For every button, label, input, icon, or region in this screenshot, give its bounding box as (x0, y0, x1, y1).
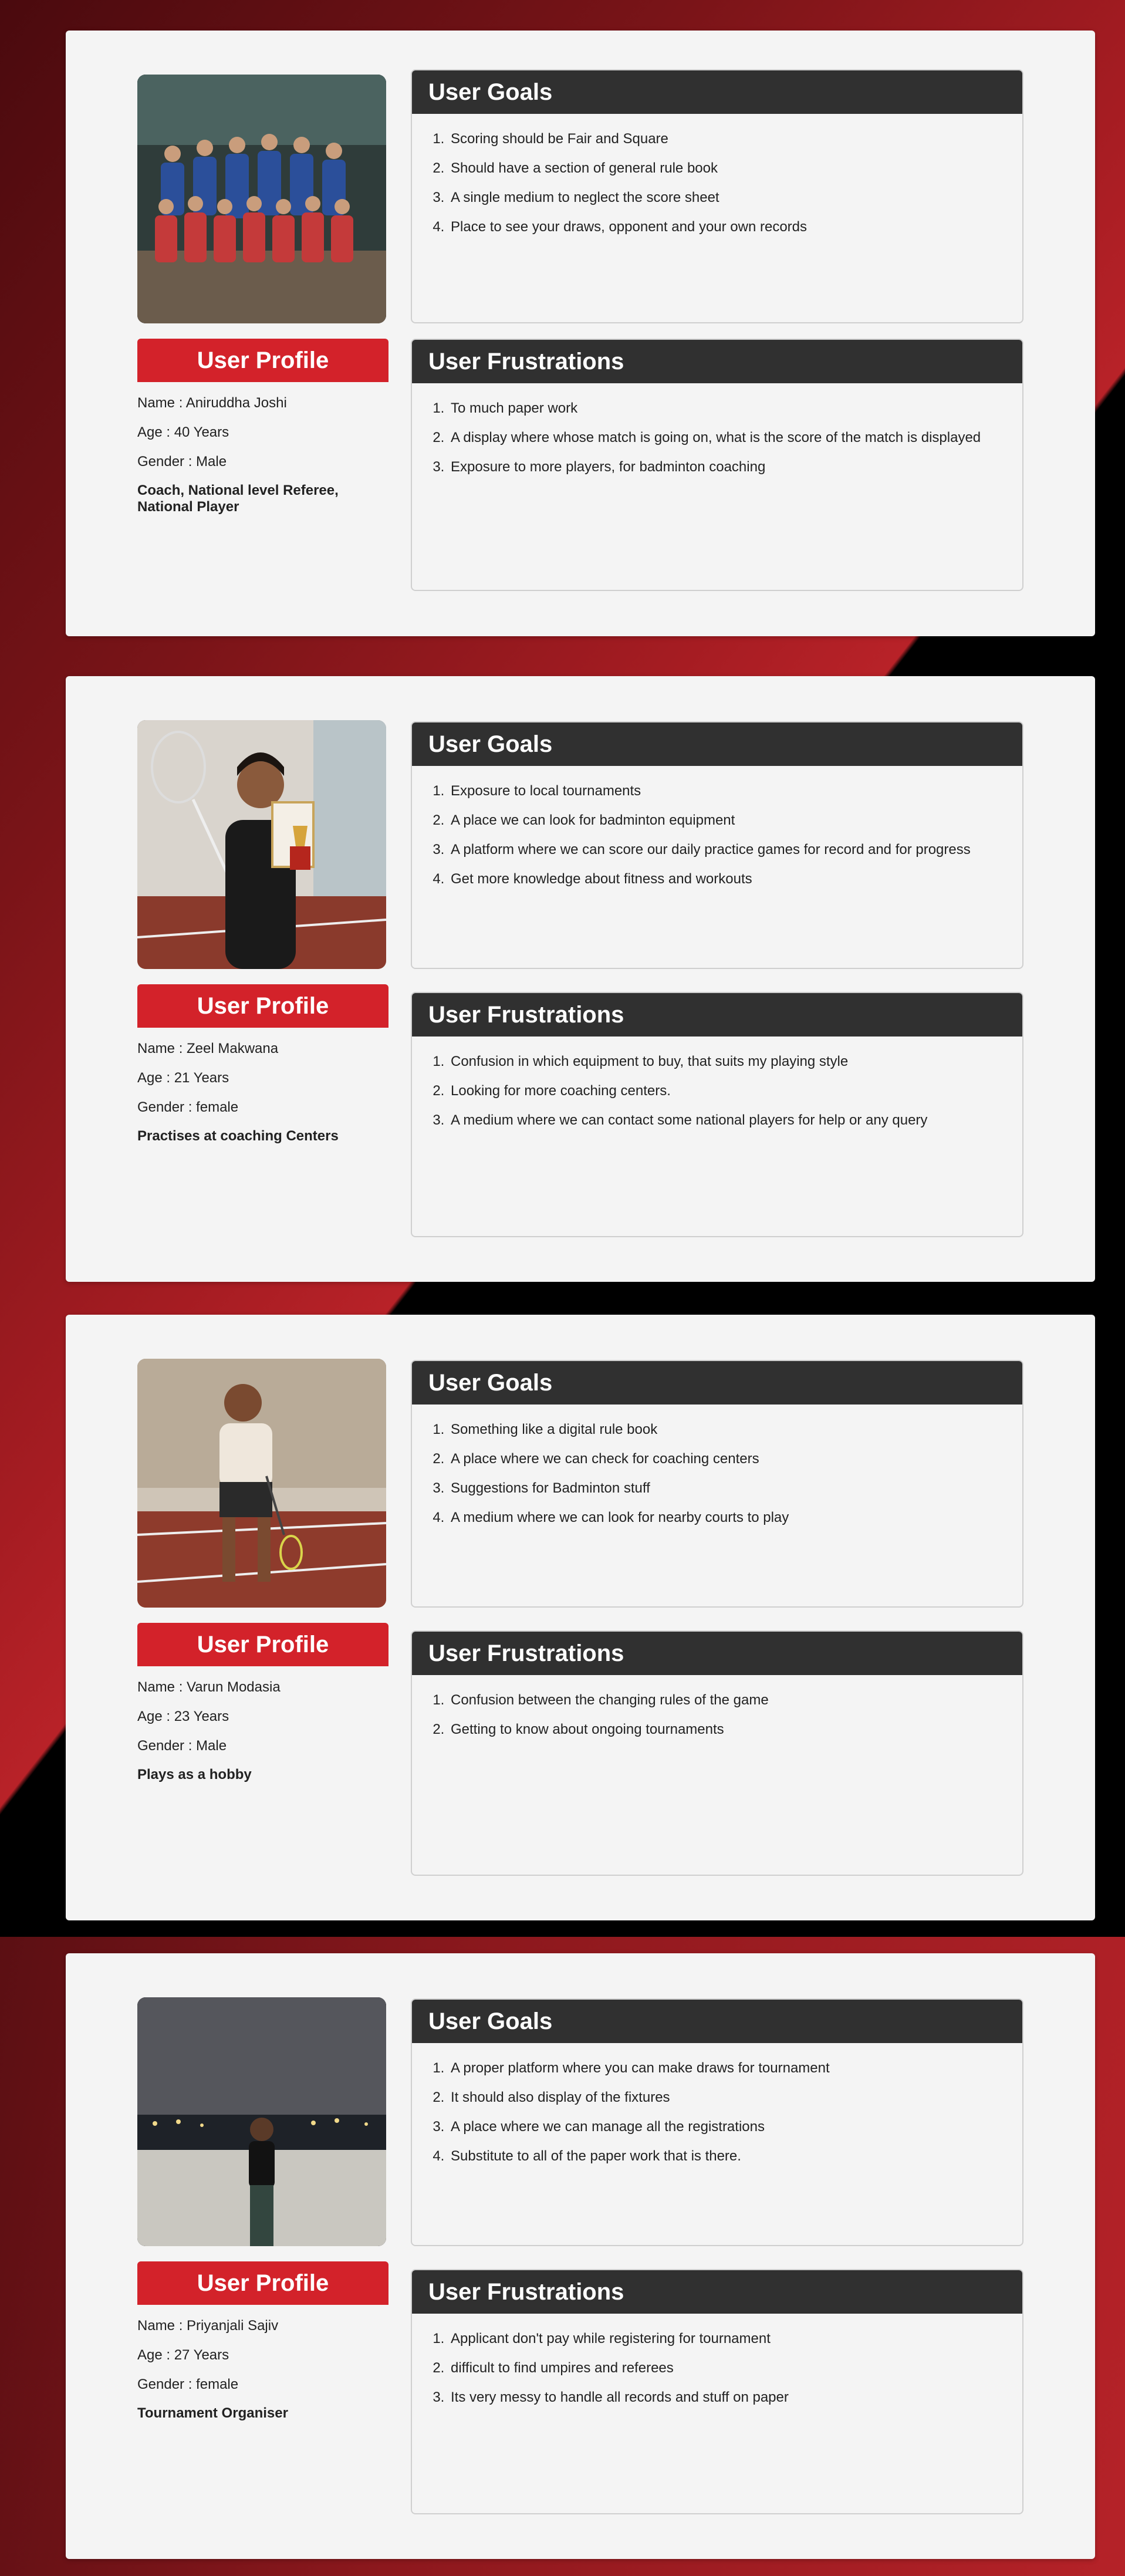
persona-photo (137, 1359, 386, 1608)
persona-card-4 (66, 1953, 1095, 2559)
list-item: 2. A place where we can check for coaching centers (448, 1450, 1022, 1468)
profile-name: Name : Varun Modasia (137, 1679, 281, 1695)
user-frustrations-panel (411, 2269, 1023, 2514)
list-item: 4. Get more knowledge about fitness and workouts (448, 870, 1022, 888)
user-goals-heading: User Goals (412, 70, 1022, 114)
user-goals-panel (411, 721, 1023, 969)
profile-gender: Gender : female (137, 2376, 239, 2392)
list-item: 3. A platform where we can score our daily practice games for record and for progress (448, 841, 1022, 859)
user-frustrations-heading: User Frustrations (412, 993, 1022, 1037)
profile-gender: Gender : Male (137, 454, 227, 470)
profile-gender: Gender : Male (137, 1738, 227, 1754)
profile-age: Age : 27 Years (137, 2347, 229, 2363)
user-profile-heading: User Profile (137, 2261, 388, 2305)
list-item: 1. To much paper work (448, 400, 1022, 417)
profile-age: Age : 21 Years (137, 1070, 229, 1086)
goals-list (412, 782, 1022, 888)
frustrations-list (412, 1692, 1022, 1738)
user-frustrations-panel (411, 1630, 1023, 1876)
user-goals-heading: User Goals (412, 723, 1022, 766)
profile-name: Name : Priyanjali Sajiv (137, 2318, 279, 2334)
frustrations-list (412, 400, 1022, 476)
user-frustrations-panel (411, 339, 1023, 591)
list-item: 2. Getting to know about ongoing tournaments (448, 1721, 1022, 1738)
user-goals-panel (411, 69, 1023, 323)
list-item: 1. Something like a digital rule book (448, 1421, 1022, 1439)
frustrations-list (412, 2330, 1022, 2406)
list-item: 4. A medium where we can look for nearby courts to play (448, 1509, 1022, 1527)
list-item: 3. Its very messy to handle all records and stuff on paper (448, 2389, 1022, 2406)
goals-list (412, 2060, 1022, 2165)
goals-list (412, 130, 1022, 236)
profile-role: Plays as a hobby (137, 1767, 252, 1782)
list-item: 2. A display where whose match is going on, what is the score of the match is displayed (448, 429, 1022, 447)
user-goals-heading: User Goals (412, 2000, 1022, 2043)
persona-photo (137, 75, 386, 323)
profile-info (137, 1679, 396, 1783)
list-item: 2. Looking for more coaching centers. (448, 1082, 1022, 1100)
user-frustrations-heading: User Frustrations (412, 2270, 1022, 2314)
profile-role: Tournament Organiser (137, 2405, 288, 2421)
list-item: 1. Confusion between the changing rules of the game (448, 1692, 1022, 1709)
profile-info (137, 2317, 396, 2422)
profile-age: Age : 23 Years (137, 1709, 229, 1724)
list-item: 1. A proper platform where you can make draws for tournament (448, 2060, 1022, 2077)
trophy-photo-icon (137, 720, 386, 969)
frustrations-list (412, 1053, 1022, 1129)
list-item: 1. Applicant don't pay while registering for tournament (448, 2330, 1022, 2348)
persona-photo (137, 720, 386, 969)
profile-gender: Gender : female (137, 1099, 239, 1115)
user-frustrations-heading: User Frustrations (412, 340, 1022, 383)
user-goals-panel (411, 1360, 1023, 1608)
list-item: 1. Scoring should be Fair and Square (448, 130, 1022, 148)
list-item: 4. Place to see your draws, opponent and your own records (448, 218, 1022, 236)
user-goals-panel (411, 1998, 1023, 2246)
persona-photo (137, 1997, 386, 2246)
list-item: 1. Exposure to local tournaments (448, 782, 1022, 800)
user-goals-heading: User Goals (412, 1361, 1022, 1405)
persona-card-1 (66, 31, 1095, 636)
profile-role: Practises at coaching Centers (137, 1128, 339, 1144)
persona-card-3 (66, 1315, 1095, 1920)
list-item: 3. A medium where we can contact some national players for help or any query (448, 1112, 1022, 1129)
list-item: 3. A single medium to neglect the score sheet (448, 189, 1022, 207)
user-frustrations-panel (411, 992, 1023, 1237)
list-item: 2. It should also display of the fixtures (448, 2089, 1022, 2106)
list-item: 3. Suggestions for Badminton stuff (448, 1480, 1022, 1497)
persona-card-2 (66, 676, 1095, 1282)
profile-name: Name : Aniruddha Joshi (137, 395, 287, 411)
user-frustrations-heading: User Frustrations (412, 1632, 1022, 1675)
list-item: 1. Confusion in which equipment to buy, that suits my playing style (448, 1053, 1022, 1071)
user-profile-heading: User Profile (137, 1623, 388, 1666)
profile-info (137, 394, 396, 515)
goals-list (412, 1421, 1022, 1527)
list-item: 3. A place where we can manage all the registrations (448, 2118, 1022, 2136)
night-photo-icon (137, 1997, 386, 2246)
group-photo-icon (137, 75, 386, 323)
list-item: 4. Substitute to all of the paper work that is there. (448, 2148, 1022, 2165)
list-item: 3. Exposure to more players, for badminton coaching (448, 458, 1022, 476)
user-profile-heading: User Profile (137, 339, 388, 382)
list-item: 2. difficult to find umpires and referees (448, 2359, 1022, 2377)
list-item: 2. A place we can look for badminton equipment (448, 812, 1022, 829)
profile-info (137, 1040, 396, 1144)
player-photo-icon (137, 1359, 386, 1608)
list-item: 2. Should have a section of general rule book (448, 160, 1022, 177)
profile-age: Age : 40 Years (137, 424, 229, 440)
user-profile-heading: User Profile (137, 984, 388, 1028)
profile-role: Coach, National level Referee, National Player (137, 482, 339, 515)
profile-name: Name : Zeel Makwana (137, 1041, 279, 1056)
